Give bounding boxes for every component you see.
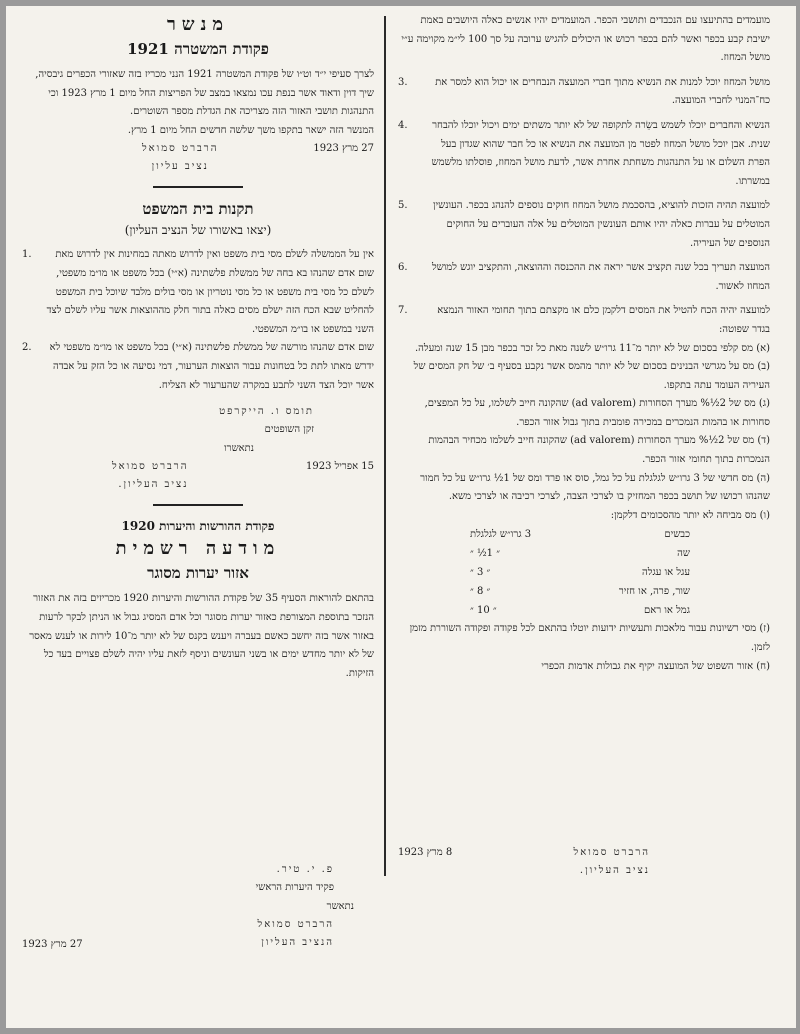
section-6: המועצה תעריך בכל שנה תקציב אשר יראה את ההכנסה וההוצאה, והתקציב יוגש למושל המחוז לאשור. .6: [398, 259, 770, 296]
proclamation-subtitle: פקודת המשטרה 1921: [127, 40, 269, 58]
right-column: [398, 12, 770, 676]
column-divider: [384, 16, 386, 876]
section-3: מושל המחוז יוכל למנות את הנשיא מתוך חברי המועצה הנבחרים או יכול הוא למסר את כח־המנוי לחברי המועצה. .3: [398, 74, 770, 111]
tax-item: (ה) מס חדשי של 3 גרו״ש לגלגלת על כל גמל, סוס או פרד ומס של 1½ גרו״ש על כל חמור שהנהו רכושו של תושב בכפר המחזיק בו לצרכי הצבה, לצרכי רכיבה או לצרכי משא.: [420, 472, 770, 503]
tax-item: (ג) מס של 2½% מערך הסחורות (ad valorem) שהקונה חייב לשלמו, על כל המפצים, סחורות או בהמות הנמכרים במכירה פומבית בתוך גבול אזור הכפר.: [424, 398, 770, 428]
section-number: .1: [22, 249, 32, 261]
signature-title: נציב העליון.: [118, 479, 189, 491]
date: 8 מרץ 1923: [398, 847, 453, 858]
table-row: גמל או ראם ״ 10 ״: [470, 605, 690, 617]
signature-title: נציב עליון: [151, 161, 209, 173]
section-rule: [153, 504, 243, 506]
court-rule-2: שום אדם שהנהו מורשה של ממשלת פלשתינה (א״י) בכל משפט או מו״מ משפטי לא ידרש מאתו לתת כל בטחונות עבור הוצאות הערעור, דמי נסיעה או כל הזק על אבדה אשר יוכל הצד השני לתבע במקרה שהערעור לא הצליח. .2: [22, 339, 374, 395]
section-number: .3: [398, 76, 408, 88]
date: 15 אפריל 1923: [306, 461, 374, 473]
slaughter-tax-table: [470, 525, 690, 620]
proclamation-body: לצרך סעיפי י״ד וט״ו של פקודת המשטרה 1921 הנני מכריז בזה שאזורי הכפרים גיבסיה, שיך דוין ודאוד אשר בנפת עכו נמצאו במצב של הפריצות החל מיום 1 מרץ 1923 וכי התנהגות תושבי האזור הזה מצריכה את הגדלת מספר השוטרים.: [35, 69, 374, 118]
tax-item: (ד) מס של 2½% מערך הסחורות (ad valorem) שהקונה חייב לשלמו מכחיר הבהמות הנמכרות בתוך תחומי אזור הכפר.: [428, 435, 770, 466]
left-column: [22, 12, 374, 683]
signer-name: פ. י. טיר.: [276, 864, 334, 875]
section-number: .4: [398, 119, 408, 131]
tax-item: (א) מס קלפי בסכום של לא יותר מ־11 גרו״ש לשנה מאת כל זכר בכפר מבן 15 שנה ומעלה.: [415, 342, 770, 354]
date: 27 מרץ 1923: [22, 939, 83, 951]
date: 27 מרץ 1923: [313, 143, 374, 155]
table-row: שור, פרה, או חזיר ״ 8 ״: [470, 586, 690, 598]
section-number: .7: [398, 305, 408, 317]
signature-title: נציב העליון.: [579, 865, 650, 876]
intro-paragraph: מועמדים בהתיעצו עם הנכבדים ותושבי הכפר. המועמדים יהיו אנשים כאלה היושבים באמת ישיבת קבע בכפר ואשר להם בכפר רכוש או היכולים להגיש ערובה על סך 100 לי״מ מקוימה ע״י מושל המחוז.: [401, 15, 770, 64]
approved-label: נתאשרו: [224, 442, 254, 454]
court-rule-1: אין על הממשלה לשלם מסי בית משפט ואין לדרוש מאתה במחינות אין לדרוש מאת שום אדם שהנהו בא בחה של ממשלת פלשתינה (א״י) בכל משפט או מו״מ משפטי, לשלם כל מסי בית משפט או כל מסי נוטריון או מסי בולים מלבד שיוכל בית המשפט להחליט שבא הכח הזה ישלם מסים כאלה בתור חלק מההוצאות אשר עליו לשלם לצד השני במשפט או בו״מ המשפטי. .1: [22, 246, 374, 339]
official-notice-heading: מודעה רשמית: [115, 538, 281, 560]
signature-name: הרברט סמואל: [142, 143, 219, 155]
table-row: שה ״ 1½ ״: [470, 548, 690, 560]
section-7: למועצה יהיה הכח להטיל את המסים דלקמן כלם או מקצתם בתוך תחומי האזור הנמצא בגדר שפוטה: .7: [398, 302, 770, 339]
forests-signature-block: [22, 861, 374, 955]
section-number: .5: [398, 200, 408, 212]
court-rules-title: תקנות בית המשפט: [142, 200, 254, 219]
tax-item: (ב) מס על מגרשי הבנינים בסכום של לא יותר מהמס אשר נקבע בסעיף ב׳ של חק המסים של העיריה העומד עתה בתקפו.: [413, 361, 770, 391]
section-5: למועצה תהיה הזכות להוציא, בהסכמת מושל המחוז חוקים נוספים להנהג בכפר. העונשין המוטלים על עברות כאלה יהיו אותם העונשין המוטלים על אלה העוברים על החוקים הנוספים של העיריה. .5: [398, 197, 770, 253]
proclamation-title: מנשר: [166, 14, 230, 35]
table-row: כבשים 3 גרו״ש לגלגלת: [470, 529, 690, 541]
section-number: .6: [398, 262, 408, 274]
signature-name: הרברט סמואל: [112, 461, 189, 473]
proclamation-body-2: המנשר הזה ישאר בתקפו משך שלשה חדשים החל מיום 1 מרץ.: [127, 124, 374, 136]
right-signature-block: [398, 844, 770, 880]
tax-item: (ז) מסי רשיונות עבור מלאכות ותעשיות ידועות יוטלו בהתאם לכל פקודה ופקודה השוררת מזמן לזמן.: [409, 623, 770, 654]
signer-name: תומס ו. הייקרפט: [219, 406, 314, 418]
section-rule: [153, 186, 243, 188]
proclamation-signature: [22, 140, 374, 176]
signer-title: זקן השופטים: [264, 424, 314, 436]
court-rules-subtitle: (יצאו באשורו של הנציב העליון): [124, 223, 272, 238]
section-4: הנשיא והחברים יוכלו לשמש בשֵׂרה לתקופה של לא יותר משתים ימים ויכול יוכלו להבחר שנית. אבן יוכל מושל המחוז לפטר מן המועצה את הנשיא או כל חבר שהוא שגדון בעל הפרת השלום או על התנהגות משחתת אחרת אשר, לדעת מושל המחוז, פוסלתו מלשמש במשרתו. .4: [398, 117, 770, 191]
table-row: עגל או עגלה ״ 3 ״: [470, 567, 690, 579]
forests-ordinance-title: פקודת ההורשות והיערות 1920: [121, 519, 275, 534]
signature-title: הנציב העליון: [261, 937, 334, 949]
signature-name: הרברט סמואל: [257, 919, 334, 931]
signer-title: פקיד היערות הראשי: [255, 882, 334, 893]
tax-item: (ח) אזור השפוט של המועצה יקיף את גבולות אדמות הכפרי: [541, 660, 770, 672]
forests-notice-body: בהתאם להוראות הסעיף 35 של פקודת ההורשות והיערות 1920 מכריזים בזה את האזור הנזכר בתוספת המצורפת כאזור יערות מסוגר וכל אדם המסיג גבול או הניתן לבקר לרעות באזור אשר בזה יחשב כאשם בעברה ויענש בקנס של לא יותר מ־10 לירות או לענש מאסר של לא יותר מחדש ימים או בשני העונשים וניסף לזאת עליו יהיה לשלם פצויים בעד כל הזיקות.: [29, 593, 374, 679]
section-number: .2: [22, 342, 32, 354]
approved-label: נתאשר: [326, 900, 354, 912]
closed-forest-subheading: אזור יערות מסוגר: [147, 564, 249, 583]
court-rules-signature: [22, 458, 374, 494]
gazette-page: [6, 6, 796, 1028]
tax-item: (ו) מס מביחה לא יותר מהסכומים דלקמן:: [610, 509, 770, 521]
signature-name: הרברט סמואל: [573, 847, 650, 858]
